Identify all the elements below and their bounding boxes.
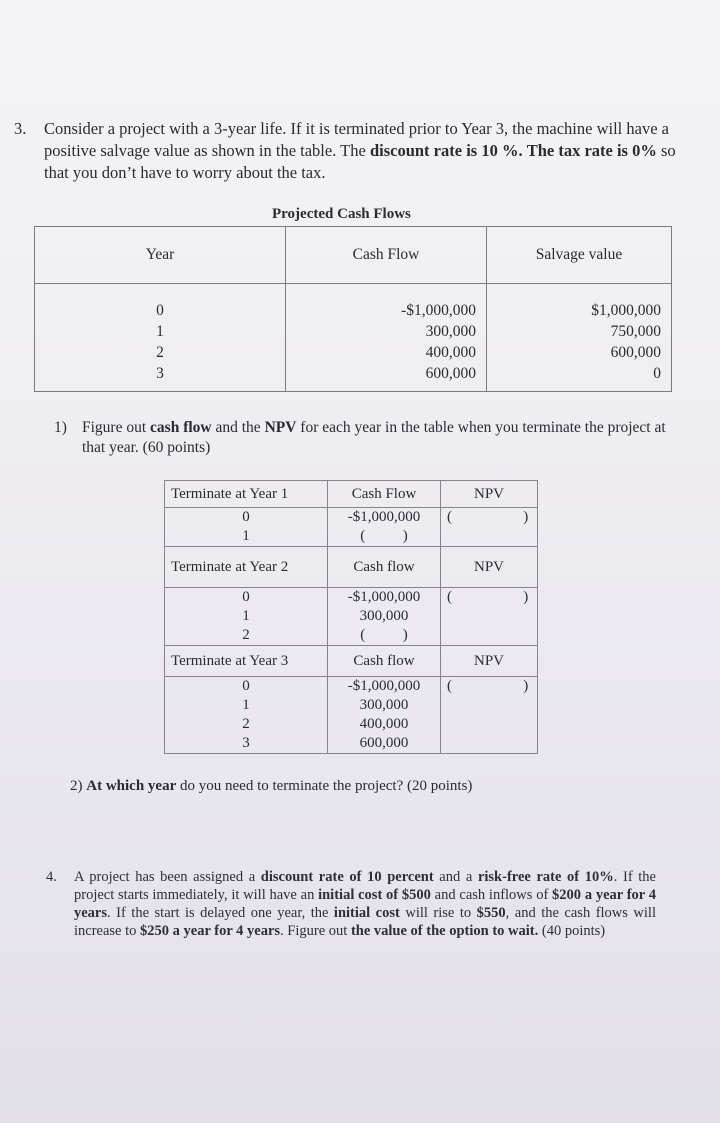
salvage-2: 600,000 (610, 344, 661, 361)
year-list (165, 677, 328, 754)
sub-question-1 (54, 418, 674, 458)
terminate-label: Terminate at Year 3 (165, 646, 328, 677)
cash-flow-column-values (286, 284, 487, 392)
year-value: 0 (242, 589, 250, 605)
header-salvage-value: Salvage value (487, 227, 672, 284)
npv-header: NPV (441, 547, 538, 588)
year-column-values (35, 284, 286, 392)
q3-tax-rate: The tax rate is 0% (526, 141, 657, 160)
flow-value: 600,000 (359, 735, 409, 751)
year-value: 3 (242, 735, 250, 751)
year-value: 2 (242, 716, 250, 732)
flow-value: -$1,000,000 (347, 589, 421, 605)
flow-value: -$1,000,000 (347, 509, 421, 525)
q4-text: . Figure out (280, 923, 351, 939)
npv-cell (441, 677, 538, 754)
sub1-bold-1: cash flow (150, 419, 212, 436)
q4-text: . If the project starts immediately, it will have an (74, 869, 656, 903)
q4-bold: $250 a year for 4 years (140, 923, 281, 939)
question-number: 4. (46, 869, 57, 885)
table-header-row (35, 227, 672, 284)
flow-answer-blank[interactable]: ( ) (360, 627, 408, 643)
q4-text: A project has been assigned a (74, 869, 261, 885)
question-number: 3. (14, 119, 27, 138)
sub-question-1-text (82, 418, 674, 458)
year-value: 0 (242, 678, 250, 694)
cash-flow-header: Cash Flow (328, 481, 441, 508)
terminate-label: Terminate at Year 1 (165, 481, 328, 508)
year-value: 1 (242, 608, 250, 624)
sub2-bold: At which year (86, 778, 177, 794)
cash-flow-1: 300,000 (425, 323, 476, 340)
year-value: 2 (242, 627, 250, 643)
cash-flow-header: Cash flow (328, 646, 441, 677)
year-3: 3 (156, 365, 164, 382)
question-4 (46, 868, 656, 940)
cash-flow-3: 600,000 (425, 365, 476, 382)
sub-question-number: 1) (54, 419, 67, 436)
year-value: 1 (242, 697, 250, 713)
flow-list (328, 588, 441, 646)
q4-text: (40 points) (538, 923, 606, 939)
q4-text: . If the start is delayed one year, the (107, 905, 334, 921)
sub-question-2 (70, 778, 472, 795)
sub1-text-3: for each year in the table when you terminate the project at that year. (60 points) (82, 419, 666, 456)
sub1-bold-2: NPV (264, 419, 297, 436)
year-1: 1 (156, 323, 164, 340)
terminate-year-3-header (165, 646, 538, 677)
question-3-text (44, 118, 704, 184)
q4-text: will rise to (399, 905, 477, 921)
salvage-column-values (487, 284, 672, 392)
projected-cash-flows-caption: Projected Cash Flows (272, 206, 411, 222)
terminate-year-2-header (165, 547, 538, 588)
year-list (165, 588, 328, 646)
year-value: 1 (242, 528, 250, 544)
terminate-year-2-body (165, 588, 538, 646)
sub2-text: do you need to terminate the project? (20 points) (176, 778, 473, 794)
cash-flow-header: Cash flow (328, 547, 441, 588)
q3-text-1: Consider a project with a 3-year life. If it is terminated prior to Year 3, the machine will have a positive salvage value as shown in the table. The (44, 119, 669, 160)
projected-cash-flows-table (34, 226, 672, 392)
flow-value: -$1,000,000 (347, 678, 421, 694)
terminate-year-3-body (165, 677, 538, 754)
terminate-table (164, 480, 538, 754)
flow-answer-blank[interactable]: ( ) (360, 528, 408, 544)
q4-bold: $200 a year for 4 years (74, 887, 656, 921)
npv-header: NPV (441, 481, 538, 508)
q4-text: and a (433, 869, 478, 885)
terminate-year-1-body (165, 508, 538, 547)
flow-list (328, 677, 441, 754)
terminate-label: Terminate at Year 2 (165, 547, 328, 588)
q4-bold: initial cost (333, 905, 400, 921)
npv-answer-blank[interactable]: ( ) (447, 589, 529, 605)
q4-bold: initial cost of $500 (318, 887, 431, 903)
sub1-text-1: Figure out (82, 419, 151, 436)
salvage-3: 0 (653, 365, 661, 382)
flow-value: 300,000 (359, 608, 409, 624)
flow-value: 300,000 (359, 697, 409, 713)
npv-answer-blank[interactable]: ( ) (447, 678, 529, 694)
sub1-text-2: and the (211, 419, 265, 436)
flow-list (328, 508, 441, 547)
q4-bold: risk-free rate of 10% (477, 869, 614, 885)
cash-flow-2: 400,000 (425, 344, 476, 361)
flow-value: 400,000 (359, 716, 409, 732)
table-data-row (35, 284, 672, 392)
salvage-0: $1,000,000 (591, 302, 661, 319)
year-value: 0 (242, 509, 250, 525)
npv-cell (441, 588, 538, 646)
header-cash-flow: Cash Flow (286, 227, 487, 284)
q3-text-2: so that you don’t have to worry about the tax. (44, 141, 676, 182)
salvage-1: 750,000 (610, 323, 661, 340)
year-2: 2 (156, 344, 164, 361)
q3-discount-rate: discount rate is 10 %. (369, 141, 523, 160)
q4-bold: $550 (476, 905, 506, 921)
npv-header: NPV (441, 646, 538, 677)
npv-answer-blank[interactable]: ( ) (447, 509, 529, 525)
q4-text: and cash inflows of (430, 887, 553, 903)
terminate-year-1-header (165, 481, 538, 508)
sub-question-number: 2) (70, 778, 83, 794)
q4-text: , and the cash flows will increase to (74, 905, 656, 939)
year-0: 0 (156, 302, 164, 319)
npv-cell (441, 508, 538, 547)
question-3 (14, 118, 704, 184)
q4-bold: discount rate of 10 percent (260, 869, 434, 885)
cash-flow-0: -$1,000,000 (401, 302, 476, 319)
q4-bold: the value of the option to wait. (350, 923, 539, 939)
question-4-text (74, 868, 656, 940)
header-year: Year (35, 227, 286, 284)
year-list (165, 508, 328, 547)
